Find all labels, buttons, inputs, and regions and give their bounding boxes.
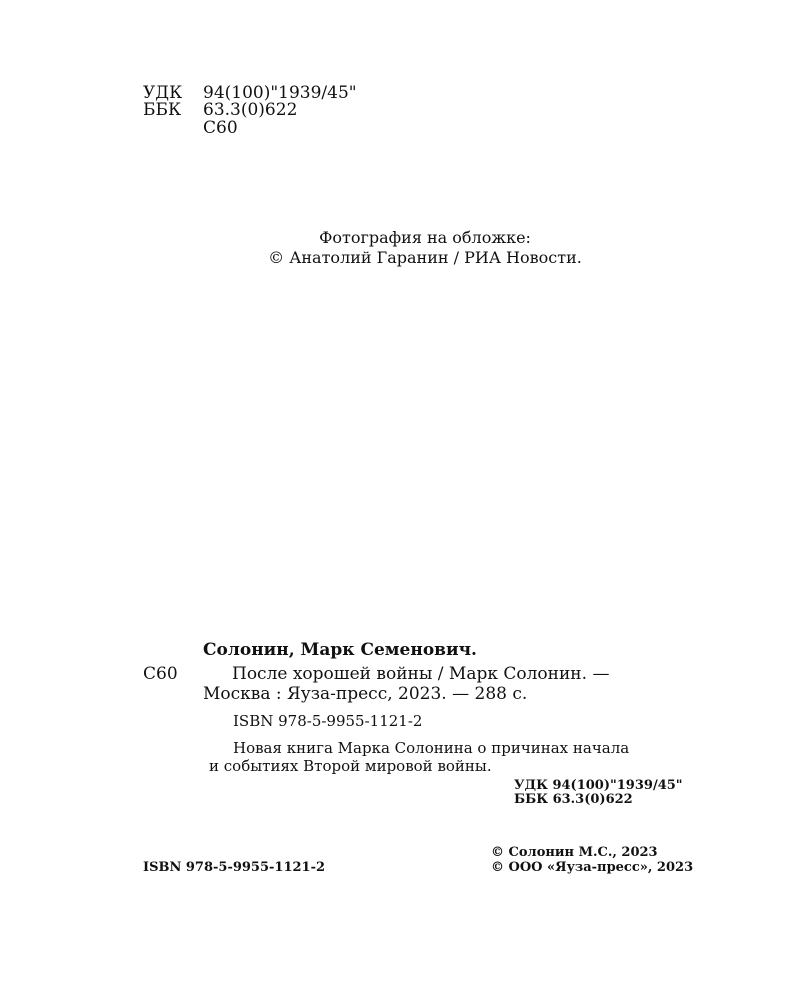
cover-photo-credit	[25, 228, 800, 268]
catalog-isbn: ISBN 978-5-9955-1121-2	[233, 712, 423, 730]
catalog-bbk: ББК 63.3(0)622	[514, 792, 633, 807]
catalog-annotation-line2: и событиях Второй мировой войны.	[209, 757, 492, 775]
footer-copyright-author: © Солонин М.С., 2023	[491, 845, 658, 860]
catalog-author-mark: С60	[143, 664, 178, 684]
bbk-label: ББК	[143, 100, 182, 120]
udk-label: УДК	[143, 83, 183, 103]
classification-block	[143, 84, 443, 144]
footer-copyright-publisher: © ООО «Яуза-пресс», 2023	[491, 860, 694, 875]
author-mark: С60	[203, 118, 238, 138]
footer-isbn: ISBN 978-5-9955-1121-2	[143, 860, 326, 875]
cover-photo-caption: Фотография на обложке:	[319, 228, 531, 247]
bbk-value: 63.3(0)622	[203, 100, 298, 120]
catalog-title-line2: Москва : Яуза-пресс, 2023. — 288 с.	[203, 684, 528, 704]
catalog-title-line1: После хорошей войны / Марк Солонин. —	[232, 664, 610, 684]
catalog-author: Солонин, Марк Семенович.	[203, 640, 477, 660]
catalog-udk: УДК 94(100)"1939/45"	[514, 778, 683, 793]
cover-photo-copyright: © Анатолий Гаранин / РИА Новости.	[268, 248, 582, 267]
udk-value: 94(100)"1939/45"	[203, 83, 357, 103]
catalog-annotation-line1: Новая книга Марка Солонина о причинах начала	[233, 739, 630, 757]
